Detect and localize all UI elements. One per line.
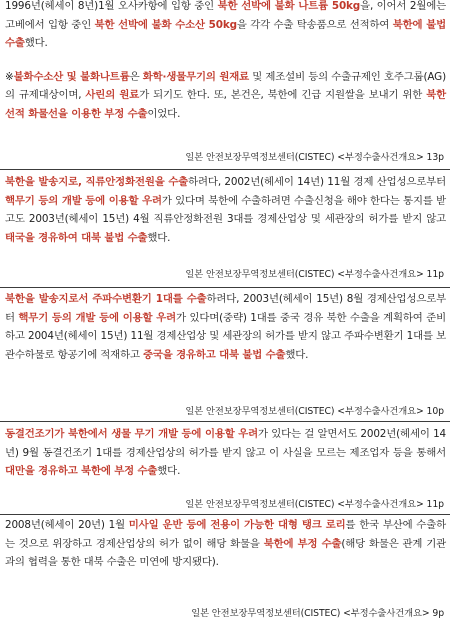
source-citation-5: 일본 안전보장무역정보센터(CISTEC) <부정수출사건개요> 9p xyxy=(191,608,444,619)
highlighted-text: 동결건조기가 북한에서 생물 무기 개발 등에 이용할 우려 xyxy=(5,428,259,440)
source-citation-3: 일본 안전보장무역정보센터(CISTEC) <부정수출사건개요> 10p xyxy=(185,406,444,417)
case-1-paragraph-2 xyxy=(5,68,446,124)
case-2-paragraph xyxy=(5,173,446,247)
case-4-paragraph xyxy=(5,425,446,481)
text-run: 1996년(헤세이 8년)1월 오사카항에 입항 중인 xyxy=(5,0,218,12)
highlighted-text: 북한 선박에 불화 수소산 50kg xyxy=(94,18,237,31)
text-run: 를 한국 부산에 수출하는 것으로 위장하고 경제산업상의 허가 없이 해당 화물을 xyxy=(5,519,446,550)
section-divider-4 xyxy=(0,514,450,515)
text-run: 및 제조설비 등의 수출규제인 호주그룹(AG)의 규제대상이며, xyxy=(5,70,446,102)
case-section-3 xyxy=(0,290,450,364)
text-run: 했다. xyxy=(285,348,309,361)
case-section-4 xyxy=(0,425,450,481)
highlighted-text: 화학·생물무기의 원재료 xyxy=(142,70,249,83)
text-run: 했다. xyxy=(24,37,48,50)
highlighted-text: 태국을 경유하여 대북 불법 수출 xyxy=(5,231,148,244)
text-run: 이었다. xyxy=(147,107,181,120)
text-run: 하려다, 2002년(헤세이 14년) 11월 경제 산업성으로부터 xyxy=(188,176,446,188)
case-3-paragraph xyxy=(5,290,446,364)
text-run: (해당 화물은 관계 기관과의 협력을 통한 대북 수출은 미연에 방지됐다). xyxy=(5,537,446,569)
text-run: 했다. xyxy=(147,231,171,244)
highlighted-text: 사린의 원료 xyxy=(85,89,140,102)
highlighted-text: 중국을 경유하고 대북 불법 수출 xyxy=(143,348,286,361)
case-5-paragraph xyxy=(5,516,446,572)
highlighted-text: 핵무기 등의 개발 등에 이용할 우려 xyxy=(18,311,177,324)
highlighted-text: 핵무기 등의 개발 등에 이용할 우려 xyxy=(5,194,162,207)
text-run: 2008년(헤세이 20년) 1월 xyxy=(5,519,129,531)
text-run: 은 xyxy=(129,70,143,83)
text-run: 가 있다며 북한에 수출하려면 수출신청을 해야 한다는 통지를 받고도 2003년(헤세이 15년) 4월 직류안정화전원 3대를 경제산업상 및 세관장의 허가를 받지 않고 xyxy=(5,194,446,226)
case-section-5 xyxy=(0,516,450,572)
source-citation-4: 일본 안전보장무역정보센터(CISTEC) <부정수출사건개요> 11p xyxy=(185,499,444,510)
section-divider-1 xyxy=(0,169,450,170)
source-citation-2: 일본 안전보장무역정보센터(CISTEC) <부정수출사건개요> 11p xyxy=(185,269,444,280)
case-section-2 xyxy=(0,173,450,247)
text-run: 가 되기도 한다. 또, 본건은, 북한에 긴급 지원쌀을 보내기 위한 xyxy=(139,89,427,102)
case-section-1 xyxy=(0,0,450,124)
highlighted-text: 북한 선박에 불화 나트륨 50kg xyxy=(217,0,361,12)
text-run: 가 있다며(중략) 1대를 중국 경유 북한 수출을 계획하여 준비하고 2004년(헤세이 15년) 11월 경제산업상 및 세관장의 허가를 받지 않고 주파수변환기 1대를 보관수하물로 항공기에 적재하고 xyxy=(5,311,446,361)
highlighted-text: 북한을 발송지로서 주파수변환기 1대를 수출 xyxy=(5,293,207,305)
highlighted-text: 북한 선적 화물선을 이용한 부정 수출 xyxy=(5,89,446,120)
case-1-paragraph-1 xyxy=(5,0,446,53)
text-run: ※ xyxy=(5,70,14,83)
text-run: 을, 이어서 2월에는 고베에서 입항 중인 xyxy=(5,0,446,31)
text-run: 했다. xyxy=(157,465,181,478)
text-run: 을 각각 수출 탁송품으로 선적하여 xyxy=(236,18,393,31)
highlighted-text: 북한에 불법 수출 xyxy=(5,18,447,50)
highlighted-text: 불화수소산 및 불화나트륨 xyxy=(13,70,130,83)
section-divider-3 xyxy=(0,421,450,422)
highlighted-text: 북한에 부정 수출 xyxy=(263,537,342,550)
text-run: 가 있다는 걸 알면서도 2002년(헤세이 14년) 9월 동결건조기 1대를 경제산업상의 허가를 받지 않고 이 사실을 모르는 제조업자 등을 통해서 xyxy=(5,428,446,459)
source-citation-1: 일본 안전보장무역정보센터(CISTEC) <부정수출사건개요> 13p xyxy=(185,152,444,163)
text-run: 하려다, 2003년(헤세이 15년) 8월 경제산업성으로부터 xyxy=(5,293,446,324)
highlighted-text: 대만을 경유하고 북한에 부정 수출 xyxy=(5,465,158,478)
section-divider-2 xyxy=(0,287,450,288)
highlighted-text: 미사일 운반 등에 전용이 가능한 대형 탱크 로리 xyxy=(128,519,346,531)
highlighted-text: 북한을 발송지로, 직류안정화전원을 수출 xyxy=(5,176,189,188)
